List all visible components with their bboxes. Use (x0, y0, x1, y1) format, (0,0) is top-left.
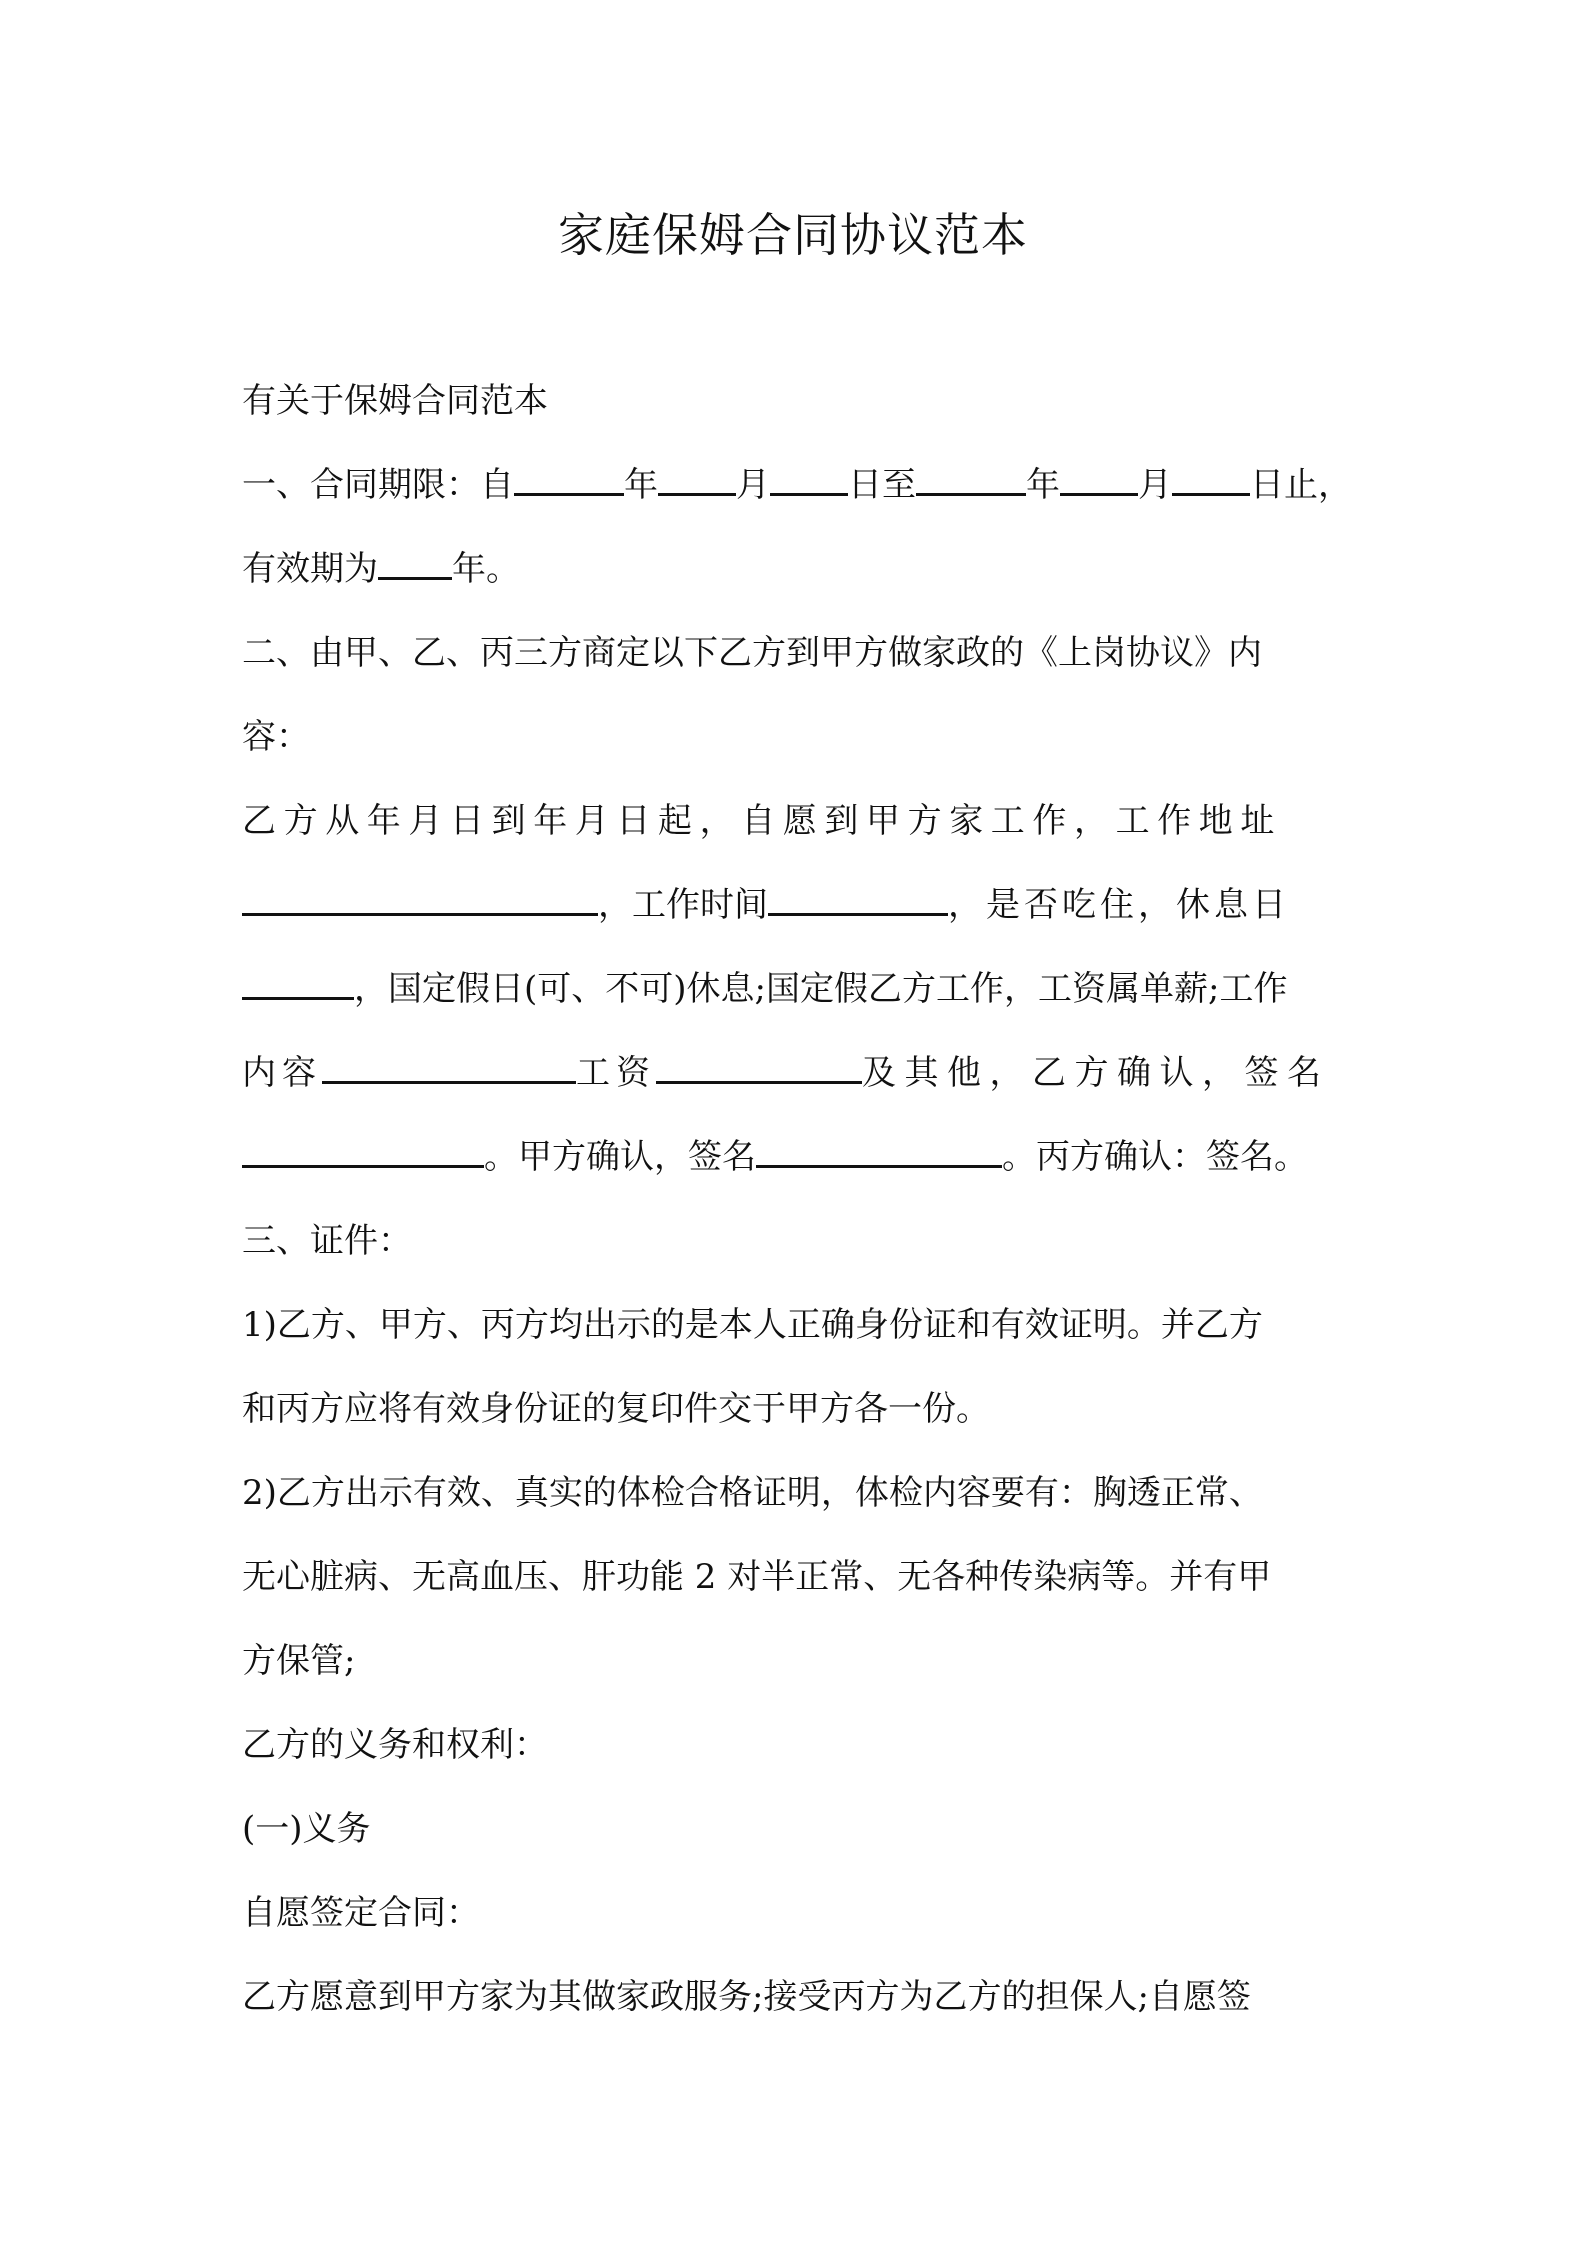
section2-line3: 乙方从年月日到年月日起，自愿到甲方家工作，工作地址 (242, 801, 1282, 841)
section2-line1: 二、由甲、乙、丙三方商定以下乙方到甲方做家政的《上岗协议》内 (242, 633, 1262, 673)
term-year-2: 年 (1026, 465, 1060, 505)
term-prefix: 一、合同期限：自 (242, 465, 514, 505)
start-month-blank (658, 457, 736, 496)
party-b-signature-blank (242, 1129, 484, 1168)
section3-item1-line2: 和丙方应将有效身份证的复印件交于甲方各一份。 (242, 1389, 990, 1429)
term-day-1: 日至 (848, 465, 916, 505)
term-day-2: 日止， (1250, 465, 1352, 505)
end-day-blank (1172, 457, 1250, 496)
end-month-blank (1060, 457, 1138, 496)
start-year-blank (514, 457, 624, 496)
section2-line2: 容： (242, 717, 310, 757)
rest-day-blank (242, 961, 354, 1000)
term-month-2: 月 (1138, 465, 1172, 505)
section3-heading: 三、证件： (242, 1221, 412, 1261)
section2-line5 (242, 947, 1354, 1031)
work-address-blank (242, 877, 598, 916)
section3-item2-line3: 方保管; (242, 1641, 356, 1681)
section2-line6 (242, 1031, 1354, 1115)
work-time-label: ，工作时间 (598, 885, 768, 925)
sign-contract-heading: 自愿签定合同： (242, 1893, 480, 1933)
section3-item1-line1: 1)乙方、甲方、丙方均出示的是本人正确身份证和有效证明。并乙方 (242, 1305, 1263, 1345)
term-line (242, 443, 1354, 527)
wage-label: 工资 (576, 1053, 656, 1093)
section3-item2-line1: 2)乙方出示有效、真实的体检合格证明，体检内容要有：胸透正常、 (242, 1473, 1263, 1513)
term-year-1: 年 (624, 465, 658, 505)
content-label: 内容 (242, 1053, 322, 1093)
duties-heading: 乙方的义务和权利： (242, 1725, 548, 1765)
party-c-confirm: 。丙方确认：签名。 (1002, 1137, 1308, 1177)
party-a-signature-blank (756, 1129, 1002, 1168)
start-day-blank (770, 457, 848, 496)
intro-line: 有关于保姆合同范本 (242, 381, 548, 421)
rest-day-label: ，是否吃住，休息日 (948, 885, 1290, 925)
section3-item2-line2: 无心脏病、无高血压、肝功能 2 对半正常、无各种传染病等。并有甲 (242, 1557, 1272, 1597)
term-month-1: 月 (736, 465, 770, 505)
end-year-blank (916, 457, 1026, 496)
document-title: 家庭保姆合同协议范本 (558, 208, 1028, 262)
section2-line7 (242, 1115, 1354, 1199)
work-content-blank (322, 1045, 576, 1084)
holiday-text: ，国定假日(可、不可)休息;国定假乙方工作，工资属单薪;工作 (354, 969, 1288, 1009)
work-time-blank (768, 877, 948, 916)
wage-blank (656, 1045, 862, 1084)
validity-prefix: 有效期为 (242, 549, 378, 589)
section2-line4 (242, 863, 1354, 947)
party-b-confirm: 及其他，乙方确认，签名 (862, 1053, 1330, 1093)
validity-blank (378, 541, 452, 580)
duties-subheading: (一)义务 (242, 1809, 371, 1849)
party-a-confirm: 。甲方确认，签名 (484, 1137, 756, 1177)
validity-line (242, 527, 1354, 611)
duties-last-line: 乙方愿意到甲方家为其做家政服务;接受丙方为乙方的担保人;自愿签 (242, 1977, 1251, 2017)
validity-suffix: 年。 (452, 549, 520, 589)
